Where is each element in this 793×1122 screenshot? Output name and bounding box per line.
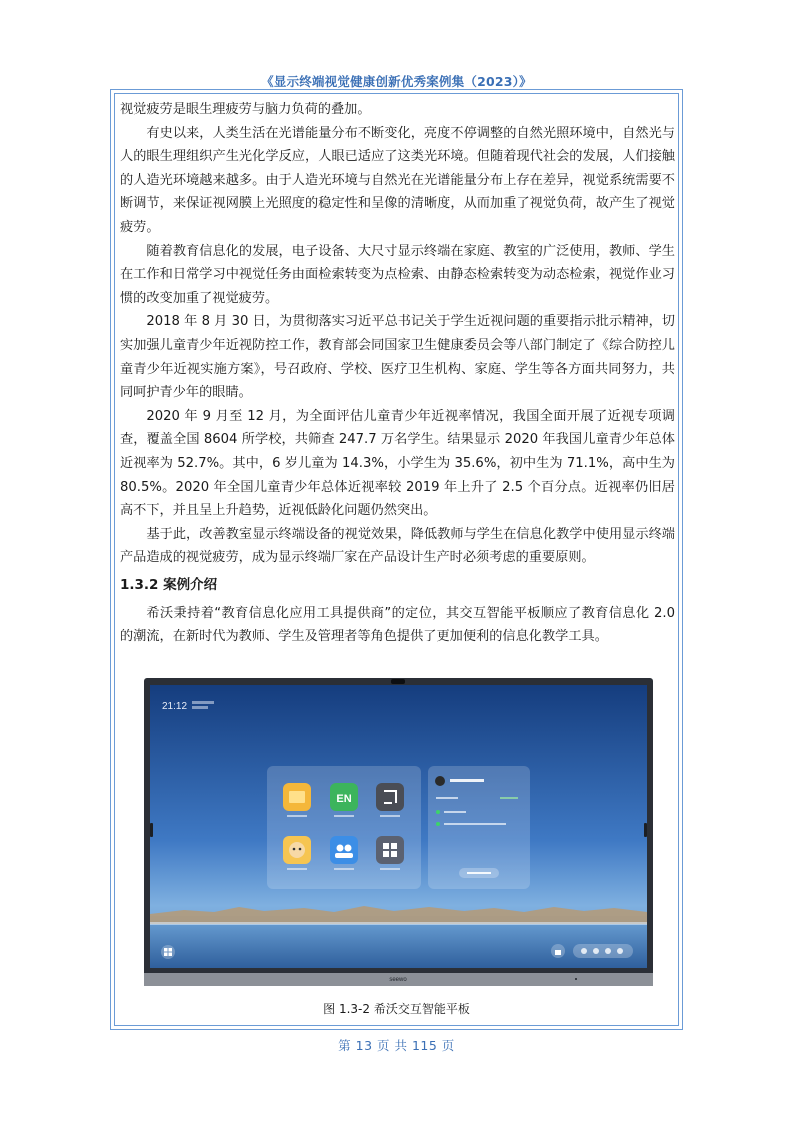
paragraph: 2020 年 9 月至 12 月，为全面评估儿童青少年近视率情况，我国全面开展了近视专项调查，覆盖全国 8604 所学校，共筛查 247.7 万名学生。结果显示 2020 年我国儿童青少年总体近视率为 52.7%。其中，6 岁儿童为 14.3%，小学生为 35.6%，初中生为 71.1%，高中生为 80.5%。2020 年全国儿童青少年总体近视率较 2019 年上升了 2.5 个百分点。近视率仍旧居高不下，并且呈上升趋势，近视低龄化问题仍然突出。	[120, 408, 675, 519]
paragraph: 有史以来，人类生活在光谱能量分布不断变化，亮度不停调整的自然光照环境中，自然光与人的眼生理组织产生光化学反应，人眼已适应了这类光环境。但随着现代社会的发展，人们接触的人造光环境越来越多。由于人造光环境与自然光在光谱能量分布上存在差异，视觉系统需要不断调节，来保证视网膜上光照度的稳定性和呈像的清晰度，从而加重了视觉负荷，故产生了视觉疲劳。	[120, 125, 675, 235]
paragraph: 2018 年 8 月 30 日，为贯彻落实习近平总书记关于学生近视问题的重要指示批示精神，切实加强儿童青少年近视防控工作，教育部会同国家卫生健康委员会等八部门制定了《综合防控儿童青少年近视实施方案》，号召政府、学校、医疗卫生机构、家庭、学生等各方面共同努力，共同呵护青少年的眼睛。	[120, 314, 675, 401]
lock-icon[interactable]	[551, 944, 565, 958]
quick-tools-bar[interactable]	[573, 944, 633, 958]
paragraph: 希沃秉持着“教育信息化应用工具提供商”的定位，其交互智能平板顺应了教育信息化 2.0 的潮流，在新时代为教师、学生及管理者等角色提供了更加便利的信息化教学工具。	[120, 605, 675, 645]
camera-icon	[391, 679, 405, 684]
section-heading: 1.3.2 案例介绍	[120, 576, 218, 593]
brand-logo: seewo	[389, 977, 407, 983]
running-title: 《显示终端视觉健康创新优秀案例集（2023）》	[261, 74, 532, 89]
left-side-handle	[150, 823, 153, 837]
en-app-icon[interactable]	[330, 783, 358, 811]
clock-text: 21:12	[162, 701, 188, 712]
figure-caption: 图 1.3-2 希沃交互智能平板	[323, 1002, 470, 1016]
smart-board-photo	[144, 678, 653, 986]
paragraph: 基于此，改善教室显示终端设备的视觉效果，降低教师与学生在信息化教学中使用显示终端产品造成的视觉疲劳，成为显示终端厂家在产品设计生产时必须考虑的重要原则。	[120, 526, 675, 566]
kids-app-icon[interactable]	[283, 836, 311, 864]
avatar	[435, 776, 445, 786]
right-side-handle	[644, 823, 647, 837]
people-app-icon[interactable]	[330, 836, 358, 864]
page-number: 第 13 页 共 115 页	[338, 1038, 455, 1053]
paragraph: 视觉疲劳是眼生理疲劳与脑力负荷的叠加。	[120, 102, 371, 117]
body-text	[120, 98, 675, 649]
folder-app-icon[interactable]	[283, 783, 311, 811]
whiteboard-app-icon[interactable]	[376, 783, 404, 811]
windows-start-icon[interactable]	[161, 945, 175, 959]
grid-app-icon[interactable]	[376, 836, 404, 864]
svg-text:EN: EN	[336, 793, 352, 805]
paragraph: 随着教育信息化的发展，电子设备、大尺寸显示终端在家庭、教室的广泛使用，教师、学生在工作和日常学习中视觉任务由面检索转变为点检索、由静态检索转变为动态检索，视觉作业习惯的改变加重了视觉疲劳。	[120, 243, 675, 306]
